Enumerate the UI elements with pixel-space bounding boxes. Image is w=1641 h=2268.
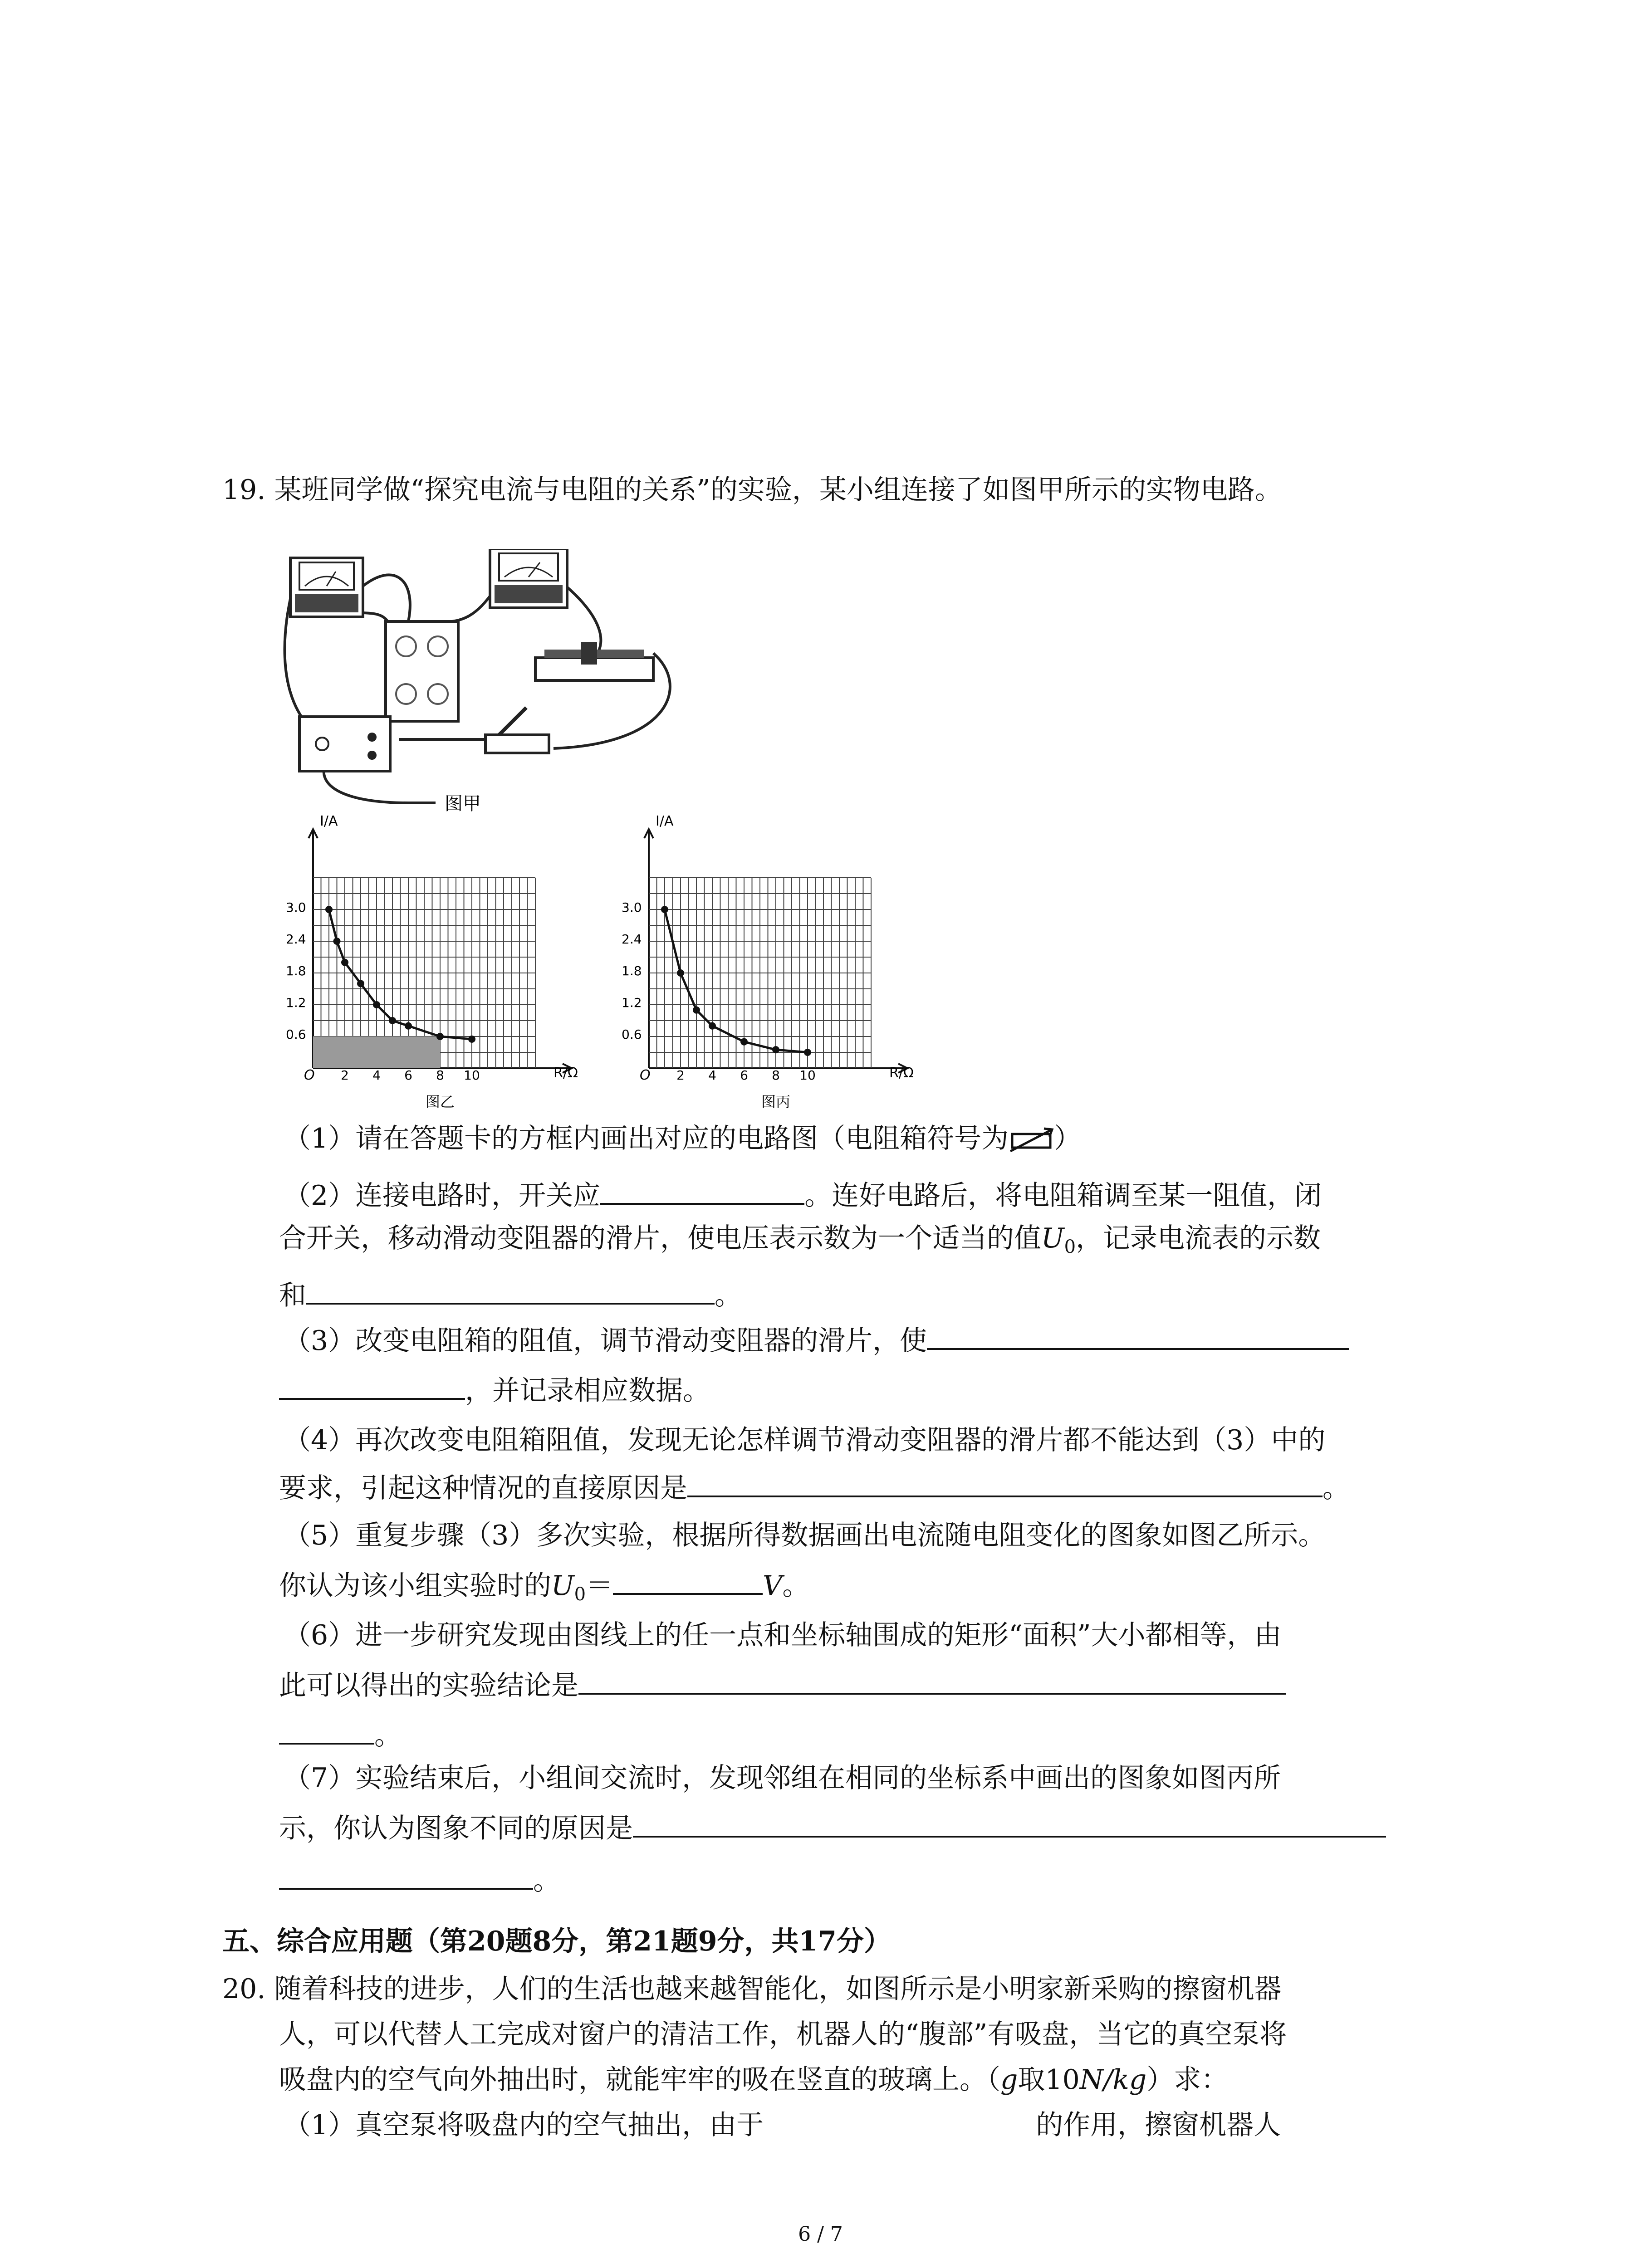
graph-bing-ytick: 1.2 <box>622 995 642 1010</box>
q19-part3-line1 <box>284 1320 1349 1359</box>
graph-bing-xtick: 10 <box>799 1068 816 1083</box>
data-point <box>709 1022 716 1030</box>
graph-bing-ytick: 3.0 <box>622 900 642 915</box>
q19-part6-text-b: 此可以得出的实验结论是 <box>279 1670 578 1701</box>
graph-yi-origin: O <box>304 1067 315 1083</box>
q19-part3-text-b: ，并记录相应数据。 <box>465 1375 710 1407</box>
fig-jia-caption: 图甲 <box>445 793 481 812</box>
q19-part2-text-c: 合开关，移动滑动变阻器的滑片，使电压表示数为一个适当的值 <box>279 1222 1041 1254</box>
resistance-box-symbol-icon <box>1009 1127 1054 1152</box>
q19-part2-text-c-end: ，记录电流表的示数 <box>1076 1222 1321 1254</box>
graph-yi-xtick: 6 <box>404 1068 412 1083</box>
u0-symbol-2: U <box>551 1570 574 1602</box>
conclusion-blank-b[interactable] <box>279 1715 374 1745</box>
q20-line3 <box>279 2062 1228 2098</box>
graph-bing-ytick: 0.6 <box>622 1027 642 1042</box>
q19-part6-line3 <box>279 1715 402 1754</box>
q19-part7-end: 。 <box>533 1865 560 1897</box>
g-symbol: g <box>1000 2064 1018 2096</box>
data-point <box>389 1017 396 1024</box>
q19-part4-line1: （4）再次改变电阻箱阻值，发现无论怎样调节滑动变阻器的滑片都不能达到（3）中的 <box>284 1424 1326 1456</box>
graph-bing-ytick: 1.8 <box>622 963 642 978</box>
q19-part1-end: ） <box>1054 1123 1082 1154</box>
part3-blank-a[interactable] <box>927 1320 1349 1350</box>
q20-line1: 20. 随着科技的进步，人们的生活也越来越智能化，如图所示是小明家新采购的擦窗机器 <box>222 1973 1282 2005</box>
q19-part2-text-b: 。连好电路后，将电阻箱调至某一阻值，闭 <box>804 1180 1322 1212</box>
n-per-kg-unit: N/kg <box>1079 2064 1147 2096</box>
q20-line3-take: 取10 <box>1018 2064 1080 2096</box>
q19-part5-line1: （5）重复步骤（3）多次实验，根据所得数据画出电流随电阻变化的图象如图乙所示。 <box>284 1520 1326 1551</box>
q19-part7-line3 <box>279 1860 560 1899</box>
graph-bing-origin: O <box>640 1067 651 1083</box>
graph-bing-xlabel: R/Ω <box>889 1065 914 1081</box>
part3-blank-b[interactable] <box>279 1370 465 1400</box>
q19-part6-line1: （6）进一步研究发现由图线上的任一点和坐标轴围成的矩形“面积”大小都相等，由 <box>284 1619 1282 1651</box>
graph-yi-xtick: 10 <box>464 1068 480 1083</box>
graph-yi-ytick: 2.4 <box>286 932 306 947</box>
switch-state-blank[interactable] <box>600 1175 804 1205</box>
u0-subscript-2: 0 <box>574 1584 586 1605</box>
graph-yi-ylabel: I/A <box>320 813 338 829</box>
graph-bing <box>608 812 953 1111</box>
data-point <box>693 1007 700 1014</box>
graph-yi-ytick: 0.6 <box>286 1027 306 1042</box>
q19-part3-line2 <box>279 1370 710 1409</box>
data-point <box>405 1022 412 1030</box>
q20-line2: 人，可以代替人工完成对窗户的清洁工作，机器人的“腹部”有吸盘，当它的真空泵将 <box>279 2019 1287 2050</box>
graph-bing-ylabel: I/A <box>656 813 674 829</box>
data-point <box>772 1046 779 1053</box>
q20-line4-text-a: （1）真空泵将吸盘内的空气抽出，由于 <box>284 2109 764 2141</box>
data-point <box>804 1049 811 1056</box>
q19-part2-text-d: 和 <box>279 1280 306 1311</box>
q19-part7-line2 <box>279 1808 1386 1847</box>
graph-yi-xtick: 4 <box>372 1068 381 1083</box>
graph-bing-caption: 图丙 <box>761 1093 791 1110</box>
data-point <box>341 959 348 966</box>
q19-part5-line2 <box>279 1565 809 1613</box>
u0-value-blank[interactable] <box>613 1565 763 1595</box>
part4-blank[interactable] <box>687 1467 1323 1497</box>
q19-part5-end: 。 <box>782 1570 810 1602</box>
page-number: 6 / 7 <box>798 2223 843 2246</box>
q20-line3-end: ）求： <box>1146 2064 1229 2096</box>
graph-yi <box>272 812 617 1111</box>
graph-yi-ytick: 1.8 <box>286 963 306 978</box>
q19-part2-line2 <box>279 1220 1321 1265</box>
u0-subscript: 0 <box>1064 1237 1076 1257</box>
data-point <box>661 906 668 913</box>
volt-unit: V <box>763 1570 783 1602</box>
graph-yi-caption: 图乙 <box>425 1093 455 1110</box>
graph-yi-ytick: 3.0 <box>286 900 306 915</box>
q19-part4-text-b: 要求，引起这种情况的直接原因是 <box>279 1472 687 1504</box>
data-point <box>373 1001 380 1008</box>
u0-symbol: U <box>1041 1222 1064 1254</box>
graph-bing-xtick: 2 <box>676 1068 685 1083</box>
q19-part5-text-b: 你认为该小组实验时的 <box>279 1570 551 1602</box>
q20-line3-text: 吸盘内的空气向外抽出时，就能牢牢的吸在竖直的玻璃上。（ <box>279 2064 1000 2096</box>
reason-blank-a[interactable] <box>633 1808 1386 1838</box>
q19-part2-text-a: （2）连接电路时，开关应 <box>284 1180 601 1212</box>
reason-blank-b[interactable] <box>279 1860 533 1890</box>
conclusion-blank-a[interactable] <box>578 1665 1286 1695</box>
q19-stem: 19. 某班同学做“探究电流与电阻的关系”的实验，某小组连接了如图甲所示的实物电路。 <box>222 474 1282 506</box>
data-point <box>677 969 684 977</box>
q19-part2-line3 <box>279 1275 742 1314</box>
q19-part4-line2 <box>279 1467 1350 1506</box>
record-blank[interactable] <box>306 1275 715 1305</box>
q19-part7-line1: （7）实验结束后，小组间交流时，发现邻组在相同的坐标系中画出的图象如图丙所 <box>284 1762 1281 1794</box>
q19-part1 <box>284 1120 1081 1157</box>
graph-bing-ytick: 2.4 <box>622 932 642 947</box>
q19-part3-text-a: （3）改变电阻箱的阻值，调节滑动变阻器的滑片，使 <box>284 1325 927 1357</box>
circuit-figure-jia <box>272 549 690 812</box>
q19-part5-eq: ＝ <box>586 1570 613 1602</box>
graph-yi-xtick: 2 <box>341 1068 349 1083</box>
graph-yi-xtick: 8 <box>436 1068 444 1083</box>
q20-line4-text-b: 的作用，擦窗机器人 <box>1036 2109 1281 2141</box>
graph-bing-xtick: 4 <box>708 1068 716 1083</box>
q19-part4-text-end: 。 <box>1323 1472 1350 1504</box>
q19-part1-text: （1）请在答题卡的方框内画出对应的电路图（电阻箱符号为 <box>284 1123 1009 1154</box>
graph-bing-xtick: 8 <box>772 1068 780 1083</box>
graph-bing-xtick: 6 <box>740 1068 748 1083</box>
data-point <box>333 938 341 945</box>
graph-yi-ytick: 1.2 <box>286 995 306 1010</box>
data-point <box>325 906 333 913</box>
q20-line4 <box>284 2107 1281 2143</box>
q19-part6-line2 <box>279 1665 1286 1704</box>
data-point <box>436 1033 444 1040</box>
q19-part2-text-d-end: 。 <box>715 1280 742 1311</box>
q19-part6-end: 。 <box>374 1720 402 1751</box>
q19-part7-text-b: 示，你认为图象不同的原因是 <box>279 1813 633 1844</box>
q19-part2-line1 <box>284 1175 1322 1214</box>
data-point <box>357 980 364 987</box>
graph-yi-xlabel: R/Ω <box>554 1065 578 1081</box>
data-point <box>740 1038 748 1046</box>
section-5-heading: 五、综合应用题（第20题8分，第21题9分，共17分） <box>222 1926 891 1957</box>
data-point <box>468 1036 475 1043</box>
area-rectangle <box>313 1036 440 1068</box>
